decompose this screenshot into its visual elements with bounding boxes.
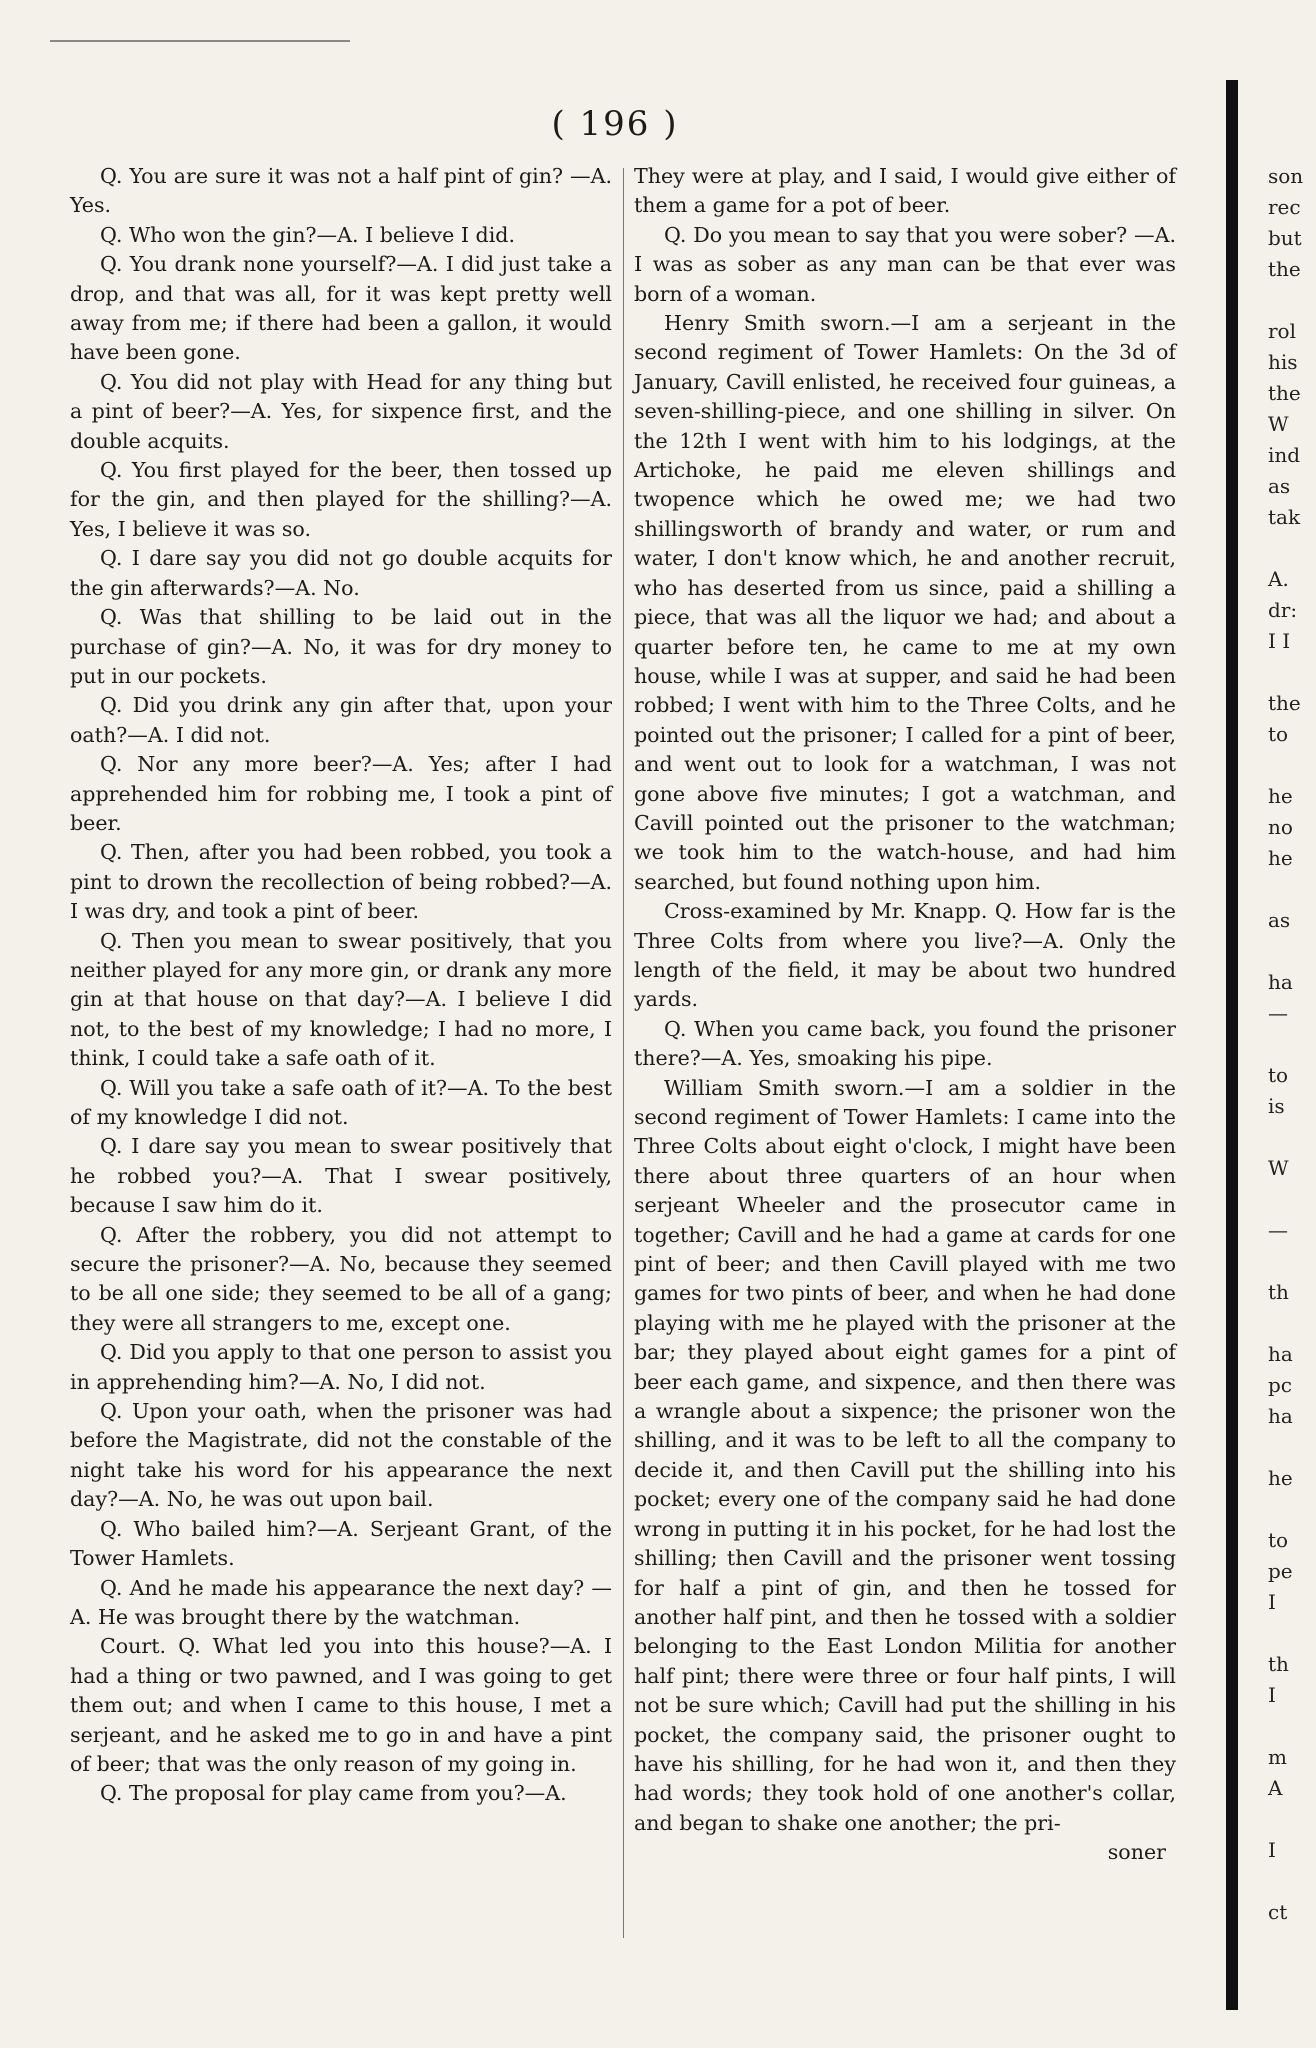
edge-fragment: his <box>1268 350 1298 374</box>
edge-fragment: to <box>1268 1528 1289 1552</box>
paragraph: They were at play, and I said, I would give either of them a game for a pot of beer. <box>634 164 1176 218</box>
paragraph: Q. Was that shilling to be laid out in the purchase of gin?—A. No, it was for dry money to put in our pockets. <box>70 605 612 688</box>
edge-fragment: m <box>1268 1745 1287 1769</box>
edge-fragment: no <box>1268 815 1293 839</box>
edge-fragment: — <box>1268 1218 1288 1242</box>
edge-fragment: I <box>1268 1590 1276 1614</box>
paragraph: Q. Do you mean to say that you were sober? —A. I was as sober as any man can be that ever was born of a woman. <box>634 222 1176 306</box>
edge-fragment: th <box>1268 1280 1289 1304</box>
edge-fragment: pc <box>1268 1373 1293 1397</box>
edge-fragment: I I <box>1268 629 1291 653</box>
top-rule <box>50 40 350 42</box>
edge-fragment: rec <box>1268 195 1301 219</box>
paragraph: Q. After the robbery, you did not attempt to secure the prisoner?—A. No, because they seemed to be all one side; they seemed to be all of a gang; they were all strangers to me, except one. <box>70 1222 612 1335</box>
edge-fragment: — <box>1268 1001 1288 1025</box>
left-column <box>70 162 612 1809</box>
paragraph: Q. I dare say you did not go double acquits for the gin afterwards?—A. No. <box>70 546 612 600</box>
paragraph: Q. Then you mean to swear positively, that you neither played for any more gin, or drank any more gin at that house on that day?—A. I believe I did not, to the best of my knowledge; I had no more, I think, I could take a safe oath of it. <box>70 928 612 1071</box>
edge-fragment: ind <box>1268 443 1301 467</box>
paragraph: Q. Who won the gin?—A. I believe I did. <box>100 222 516 247</box>
edge-fragment: ct <box>1268 1900 1288 1924</box>
edge-fragment: A <box>1268 1776 1283 1800</box>
edge-fragment: ha <box>1268 1404 1293 1428</box>
edge-fragment: the <box>1268 381 1301 405</box>
edge-fragment: I <box>1268 1683 1276 1707</box>
right-column <box>634 162 1176 1868</box>
paragraph: Henry Smith sworn.—I am a serjeant in the second regiment of Tower Hamlets: On the 3d of January, Cavill enlisted, he received four guineas, a seven-shilling-piece, and one shilling in silver. On the 12th I went with him to his lodgings, at the Artichoke, he paid me eleven shillings and twopence which he owed me; we had two shillingsworth of brandy and water, or rum and water, I don't know which, he and another recruit, who has deserted from us since, paid a shilling a piece, that was all the liquor we had; and about a quarter before ten, he came to me at my own house, while I was at supper, and said he had been robbed; I went with him to the Three Colts, and he pointed out the prisoner; I called for a pint of beer, and went out to look for a watchman, I was not gone above five minutes; I got a watchman, and Cavill pointed out the prisoner to the watchman; we took him to the watch-house, and had him searched, but found nothing upon him. <box>634 311 1176 894</box>
paragraph: Q. Nor any more beer?—A. Yes; after I had apprehended him for robbing me, I took a pint of beer. <box>70 752 612 835</box>
edge-fragment: to <box>1268 722 1289 746</box>
paragraph: Q. When you came back, you found the prisoner there?—A. Yes, smoaking his pipe. <box>634 1016 1176 1071</box>
edge-fragment: W <box>1268 1156 1289 1180</box>
edge-fragment: A. <box>1268 567 1289 591</box>
paragraph: Q. You first played for the beer, then tossed up for the gin, and then played for the shilling?—A. Yes, I believe it was so. <box>70 458 612 541</box>
edge-fragment: W <box>1268 412 1289 436</box>
edge-fragment: but <box>1268 226 1302 250</box>
edge-fragment: to <box>1268 1063 1289 1087</box>
edge-fragment: ha <box>1268 1342 1293 1366</box>
edge-fragment: is <box>1268 1094 1285 1118</box>
edge-fragment: dr: <box>1268 598 1298 622</box>
edge-fragment: he <box>1268 846 1293 870</box>
paragraph: Q. You did not play with Head for any thing but a pint of beer?—A. Yes, for sixpence first, and the double acquits. <box>70 369 612 453</box>
page-edge-shadow <box>1226 80 1238 2010</box>
paragraph: Q. You drank none yourself?—A. I did just take a drop, and that was all, for it was kept pretty well away from me; if there had been a gallon, it would have been gone. <box>70 252 612 365</box>
paragraph: Court. Q. What led you into this house?—A. I had a thing or two pawned, and I was going to get them out; and when I came to this house, I met a serjeant, and he asked me to go in and have a pint of beer; that was the only reason of my going in. <box>70 1634 612 1776</box>
paragraph: Q. You are sure it was not a half pint of gin? —A. Yes. <box>70 164 612 218</box>
paragraph: Q. And he made his appearance the next day? —A. He was brought there by the watchman. <box>70 1575 612 1629</box>
edge-fragment: pe <box>1268 1559 1293 1583</box>
edge-fragment: as <box>1268 908 1291 932</box>
paragraph: Q. Did you apply to that one person to assist you in apprehending him?—A. No, I did not. <box>70 1340 612 1394</box>
paragraph: Cross-examined by Mr. Knapp. Q. How far is the Three Colts from where you live?—A. Only the length of the field, it may be about two hundred yards. <box>634 899 1176 1012</box>
edge-fragment: the <box>1268 691 1301 715</box>
column-divider <box>623 168 624 1938</box>
edge-fragment: the <box>1268 257 1301 281</box>
edge-fragment: he <box>1268 1466 1293 1490</box>
paragraph: Q. Who bailed him?—A. Serjeant Grant, of the Tower Hamlets. <box>70 1516 612 1571</box>
paragraph: Q. Will you take a safe oath of it?—A. To the best of my knowledge I did not. <box>70 1075 612 1129</box>
edge-fragment: I <box>1268 1838 1276 1862</box>
paragraph: Q. Did you drink any gin after that, upon your oath?—A. I did not. <box>70 693 612 747</box>
catchword: soner <box>1107 1840 1166 1865</box>
edge-fragment: rol <box>1268 319 1296 343</box>
paragraph: Q. I dare say you mean to swear positively that he robbed you?—A. That I swear positively, because I saw him do it. <box>70 1134 612 1218</box>
page-number: ( 196 ) <box>551 104 679 144</box>
edge-fragment: tak <box>1268 505 1301 529</box>
edge-fragment: ha <box>1268 970 1293 994</box>
edge-fragment: he <box>1268 784 1293 808</box>
paragraph: Q. Then, after you had been robbed, you took a pint to drown the recollection of being robbed?—A. I was dry, and took a pint of beer. <box>70 840 612 924</box>
edge-fragment: th <box>1268 1652 1289 1676</box>
edge-fragment: son <box>1268 164 1304 188</box>
edge-fragment: as <box>1268 474 1291 498</box>
paragraph: William Smith sworn.—I am a soldier in the second regiment of Tower Hamlets: I came into the Three Colts about eight o'clock, I might have been there about three quarters of an hour when serjeant Wheeler and the prosecutor came in together; Cavill and he had a game at cards for one pint of beer; and then Cavill played with me two games for two pints of beer, and when he had done playing with me he played with the prisoner at the bar; they played about eight games for a pint of beer each game, and sixpence, and then there was a wrangle about a sixpence; the prisoner won the shilling, and it was to be left to all the company to decide it, and then Cavill put the shilling into his pocket; every one of the company said he had done wrong in putting it in his pocket, for he had lost the shilling; then Cavill and the prisoner went tossing for half a pint of gin, and then he tossed for another half pint, and then he tossed with a soldier belonging to the East London Militia for another half pint; there were three or four half pints, I will not be sure which; Cavill had put the shilling in his pocket, the company said, the prisoner ought to have his shilling, for he had won it, and then they had words; they took hold of one another's collar, and began to shake one another; the pri- <box>634 1075 1176 1835</box>
paragraph: Q. The proposal for play came from you?—A. <box>100 1781 567 1806</box>
paragraph: Q. Upon your oath, when the prisoner was had before the Magistrate, did not the constable of the night take his word for his appearance the next day?—A. No, he was out upon bail. <box>70 1399 612 1512</box>
